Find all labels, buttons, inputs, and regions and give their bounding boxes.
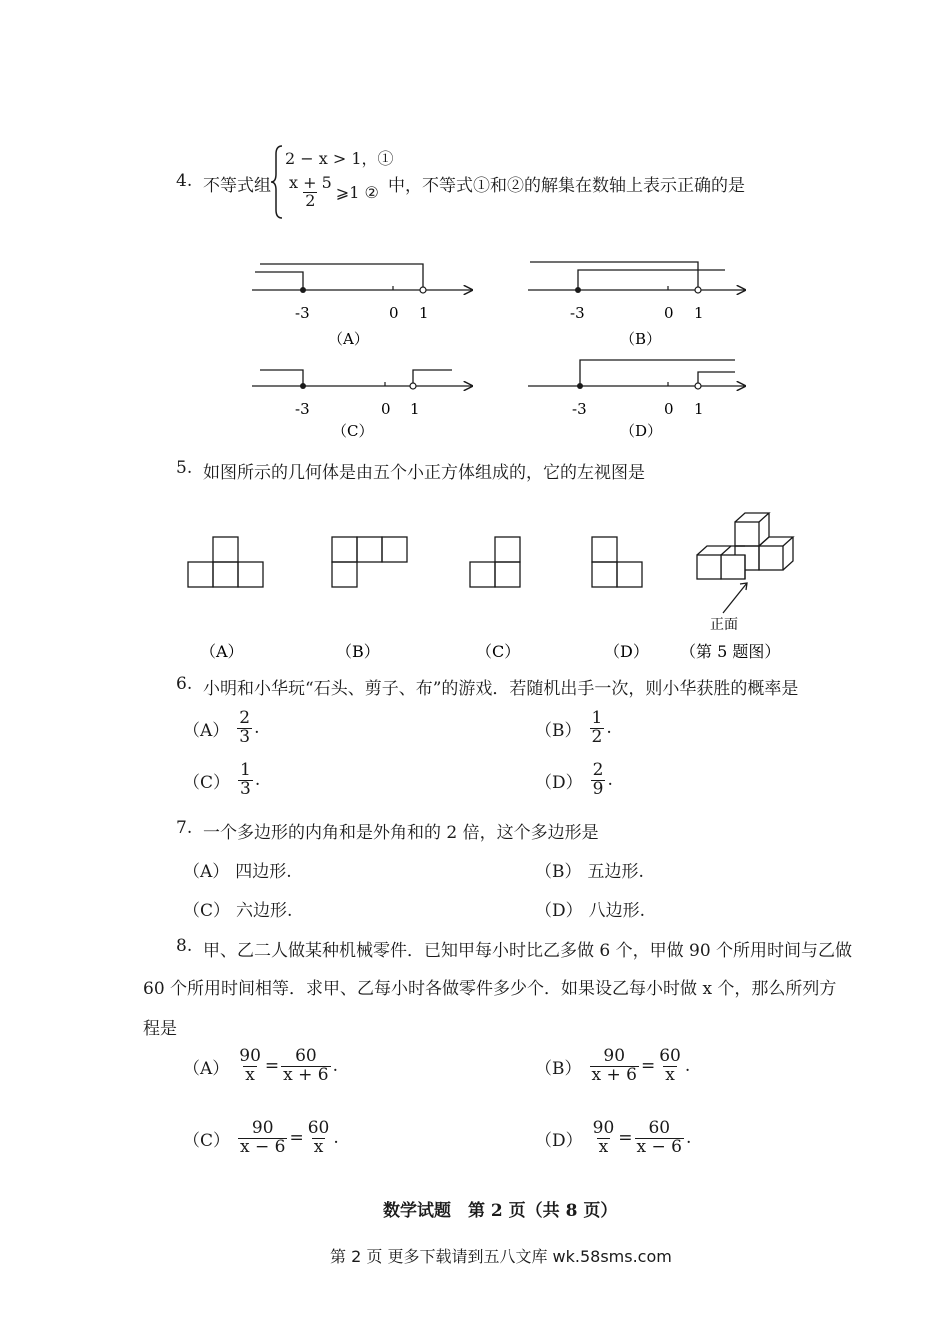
q4-a-tick-0: 0 <box>389 304 399 322</box>
q7-option-b <box>535 857 644 882</box>
q8-a-left-numerator: 90 <box>239 1046 261 1066</box>
q6-text: 小明和小华玩“石头、剪子、布”的游戏．若随机出手一次，则小华获胜的概率是 <box>203 679 799 699</box>
page-footer: 数学试题 第 2 页（共 8 页） <box>383 1201 618 1221</box>
q4-number: 4. <box>176 171 193 191</box>
q4-ineq2-numerator: x + 5 <box>289 173 332 192</box>
q6-d-numerator: 2 <box>592 760 604 780</box>
q4-number-line-figures <box>240 250 760 450</box>
q5-number: 5. <box>176 458 193 478</box>
q4-c-tick-0: 0 <box>381 400 391 418</box>
q7-option-c-text: 六边形. <box>236 901 293 921</box>
q6-c-numerator: 1 <box>240 760 251 780</box>
q6-number: 6. <box>176 674 193 694</box>
q8-d-left-denominator: x <box>598 1136 609 1157</box>
q4-b-tick-neg3: -3 <box>570 304 585 322</box>
q4-a-tick-1: 1 <box>419 304 429 322</box>
q4-ineq2-denominator: 2 <box>305 190 316 210</box>
q8-a-left-denominator: x <box>245 1064 255 1085</box>
q8-d-right-denominator: x − 6 <box>636 1136 682 1157</box>
q6-option-b-label: （B） <box>535 720 582 741</box>
q4-lead-text: 不等式组 <box>203 176 271 196</box>
q5-text: 如图所示的几何体是由五个小正方体组成的，它的左视图是 <box>203 463 645 483</box>
q7-text: 一个多边形的内角和是外角和的 2 倍，这个多边形是 <box>203 823 599 843</box>
q7-option-b-label: （B） <box>535 862 582 882</box>
q8-option-a: （A） $\frac{90}{x}$ = $\frac{60}{x + 6}$ . <box>183 1046 339 1085</box>
q8-option-c-label: （C） <box>183 1130 231 1151</box>
q4-option-d-number-line <box>528 360 745 440</box>
q7-number: 7. <box>176 818 193 838</box>
q5-option-c-label: （C） <box>476 642 521 661</box>
q4-c-tick-1: 1 <box>410 400 420 418</box>
q4-a-tick-neg3: -3 <box>295 304 310 322</box>
q7-option-a-text: 四边形. <box>235 862 292 882</box>
q4-option-c-number-line <box>252 370 472 440</box>
q7-option-c-label: （C） <box>183 901 231 921</box>
q7-option-a <box>183 857 292 882</box>
q8-b-right-denominator: x <box>665 1064 675 1085</box>
q8-b-left-fraction <box>590 1048 639 1085</box>
q8-c-left-denominator: x − 6 <box>240 1136 286 1157</box>
q8-d-left-fraction <box>591 1120 617 1157</box>
q8-a-right-denominator: x + 6 <box>283 1064 329 1085</box>
q8-c-left-fraction <box>238 1120 287 1157</box>
q5-option-b-label: （B） <box>336 642 380 661</box>
q4-ineq2-relation: ⩾1 ② <box>335 182 379 202</box>
q5-option-a-shape <box>188 537 263 587</box>
q8-d-left-numerator: 90 <box>592 1118 615 1138</box>
q8-line-1: 甲、乙二人做某种机械零件．已知甲每小时比乙多做 6 个，甲做 90 个所用时间与乙做 <box>203 941 853 961</box>
q5-view-figures <box>180 505 820 665</box>
q8-line-3: 程是 <box>143 1019 177 1039</box>
q6-b-numerator: 1 <box>591 708 603 728</box>
q6-c-denominator: 3 <box>240 778 251 799</box>
q7-option-c <box>183 896 292 921</box>
q6-d-denominator: 9 <box>592 778 604 799</box>
q5-option-d-shape <box>592 537 642 587</box>
q6-option-d-fraction <box>591 762 606 799</box>
q6-option-c-fraction <box>238 762 253 799</box>
q6-option-c-label: （C） <box>183 772 231 793</box>
q4-b-tick-1: 1 <box>694 304 704 322</box>
q4-b-tick-0: 0 <box>664 304 674 322</box>
q7-option-d-text: 八边形. <box>588 901 646 921</box>
q4-d-tick-1: 1 <box>694 400 704 418</box>
q8-option-d-label: （D） <box>535 1130 583 1151</box>
q8-option-b-label: （B） <box>535 1058 582 1079</box>
q8-option-d: （D） $\frac{90}{x}$ = $\frac{60}{x - 6}$ . <box>535 1118 692 1157</box>
q7-option-d <box>535 896 645 921</box>
q6-option-b: （B） $\frac{1}{2}$ . <box>535 708 612 747</box>
q5-front-arrow <box>723 583 747 613</box>
q4-brace <box>270 144 284 220</box>
q5-option-b-shape <box>332 537 407 587</box>
q5-option-c-shape <box>470 537 520 587</box>
q4-inequality-1: 2 − x > 1，① <box>285 149 394 168</box>
q6-option-a: （A） $\frac{2}{3}$ . <box>183 708 260 747</box>
q8-option-b: （B） $\frac{90}{x + 6}$ = $\frac{60}{x}$ . <box>535 1046 691 1085</box>
q4-option-b-number-line <box>528 262 745 348</box>
q4-inequality-2 <box>285 175 379 210</box>
q5-figure-label: （第 5 题图） <box>680 642 781 661</box>
q8-b-right-fraction <box>657 1048 683 1085</box>
q6-a-denominator: 3 <box>239 726 251 747</box>
q5-solid-figure <box>697 513 793 579</box>
q8-c-right-denominator: x <box>313 1136 324 1157</box>
q4-inequality-2-fraction <box>287 175 334 210</box>
q4-tail-text: 中，不等式①和②的解集在数轴上表示正确的是 <box>388 176 745 196</box>
q7-option-a-label: （A） <box>183 862 230 882</box>
q6-b-denominator: 2 <box>591 726 603 747</box>
q8-c-right-numerator: 60 <box>307 1118 330 1138</box>
q6-option-a-fraction <box>237 710 252 747</box>
q8-line-2: 60 个所用时间相等．求甲、乙每小时各做零件多少个．如果设乙每小时做 x 个，那么所列方 <box>143 979 837 999</box>
q5-option-d-label: （D） <box>604 642 649 661</box>
q4-option-d-label: （D） <box>620 422 663 440</box>
q6-option-d-label: （D） <box>535 772 583 793</box>
q7-option-b-text: 五边形. <box>587 862 644 882</box>
q8-a-right-fraction <box>281 1048 330 1085</box>
q8-d-right-numerator: 60 <box>648 1118 671 1138</box>
q8-b-left-numerator: 90 <box>603 1046 626 1066</box>
q6-option-b-fraction <box>590 710 605 747</box>
q8-option-a-label: （A） <box>183 1058 230 1079</box>
q8-b-left-denominator: x + 6 <box>591 1064 637 1085</box>
q4-option-b-label: （B） <box>620 330 662 348</box>
watermark-footer: 第 2 页 更多下载请到五八文库 wk.58sms.com <box>330 1247 672 1266</box>
q6-option-a-label: （A） <box>183 720 230 741</box>
q8-a-right-numerator: 60 <box>295 1046 317 1066</box>
q8-a-left-fraction <box>237 1048 263 1085</box>
q4-option-a-label: （A） <box>328 330 369 348</box>
q5-option-a-label: （A） <box>200 642 244 661</box>
q8-option-c: （C） $\frac{90}{x - 6}$ = $\frac{60}{x}$ . <box>183 1118 339 1157</box>
q4-d-tick-0: 0 <box>664 400 674 418</box>
q6-option-d: （D） $\frac{2}{9}$ . <box>535 760 613 799</box>
q4-option-a-number-line <box>252 264 472 348</box>
q6-a-numerator: 2 <box>239 708 251 728</box>
q4-c-tick-neg3: -3 <box>295 400 310 418</box>
q8-number: 8. <box>176 936 193 956</box>
q8-d-right-fraction <box>635 1120 684 1157</box>
q8-b-right-numerator: 60 <box>659 1046 681 1066</box>
q8-c-right-fraction <box>306 1120 332 1157</box>
q8-c-left-numerator: 90 <box>251 1118 274 1138</box>
q6-option-c: （C） $\frac{1}{3}$ . <box>183 760 261 799</box>
q7-option-d-label: （D） <box>535 901 583 921</box>
q5-front-label: 正面 <box>710 617 738 633</box>
q4-d-tick-neg3: -3 <box>572 400 587 418</box>
q4-option-c-label: （C） <box>332 422 374 440</box>
